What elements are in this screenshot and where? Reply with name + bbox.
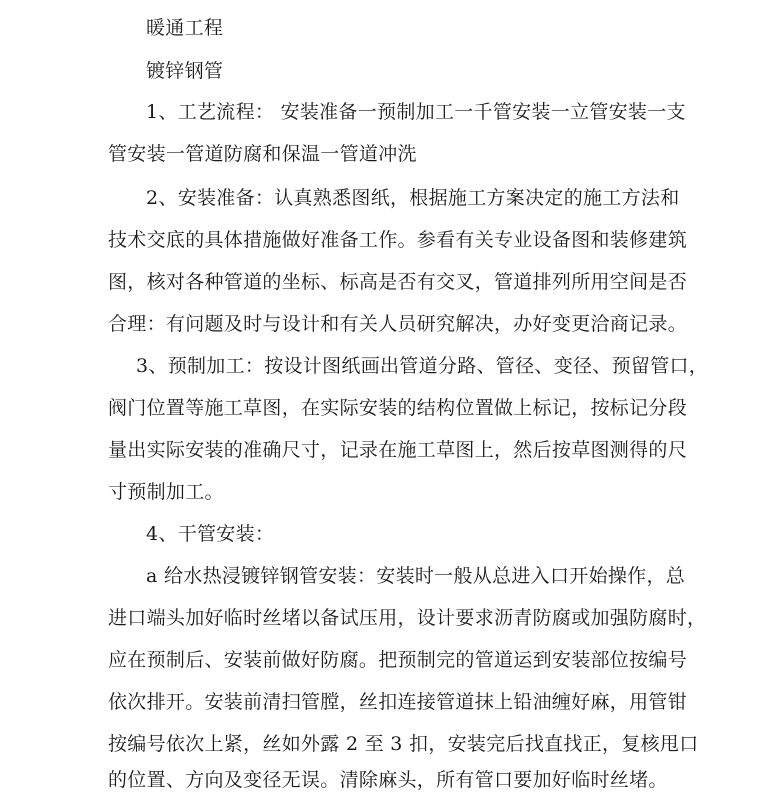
- paragraph-line: 的位置、方向及变径无误。清除麻头，所有管口要加好临时丝堵。: [108, 769, 668, 791]
- paragraph-line: 寸预制加工。: [108, 481, 224, 503]
- paragraph-line: 管安装一管道防腐和保温一管道冲洗: [108, 143, 417, 165]
- paragraph-line: a 给水热浸镀锌钢管安装：安装时一般从总进入口开始操作，总: [146, 565, 686, 587]
- paragraph-line: 3、预制加工：按设计图纸画出管道分路、管径、变径、预留管口，: [136, 355, 709, 377]
- subsection-title: 镀锌钢管: [146, 60, 224, 82]
- paragraph-line: 依次排开。安装前清扫管膛，丝扣连接管道抹上铅油缠好麻，用管钳: [108, 691, 688, 713]
- paragraph-line: 量出实际安装的准确尺寸，记录在施工草图上，然后按草图测得的尺: [108, 439, 688, 461]
- paragraph-line: 应在预制后、安装前做好防腐。把预制完的管道运到安装部位按编号: [108, 649, 688, 671]
- paragraph-line: 2、安装准备：认真熟悉图纸，根据施工方案决定的施工方法和: [146, 187, 680, 209]
- paragraph-line: 进口端头加好临时丝堵以备试压用，设计要求沥青防腐或加强防腐时，: [108, 607, 707, 629]
- section-title: 暖通工程: [146, 17, 224, 39]
- paragraph-line: 阀门位置等施工草图，在实际安装的结构位置做上标记，按标记分段: [108, 397, 688, 419]
- paragraph-line: 1、工艺流程： 安装准备一预制加工一千管安装一立管安装一支: [146, 101, 686, 123]
- paragraph-line: 4、干管安装：: [146, 523, 275, 545]
- paragraph-line: 合理：有问题及时与设计和有关人员研究解决，办好变更洽商记录。: [108, 313, 688, 335]
- paragraph-line: 图，核对各种管道的坐标、标高是否有交叉，管道排列所用空间是否: [108, 271, 688, 293]
- paragraph-line: 技术交底的具体措施做好准备工作。参看有关专业设备图和装修建筑: [108, 229, 688, 251]
- paragraph-line: 按编号依次上紧，丝如外露 2 至 3 扣，安装完后找直找正，复核甩口: [108, 733, 699, 755]
